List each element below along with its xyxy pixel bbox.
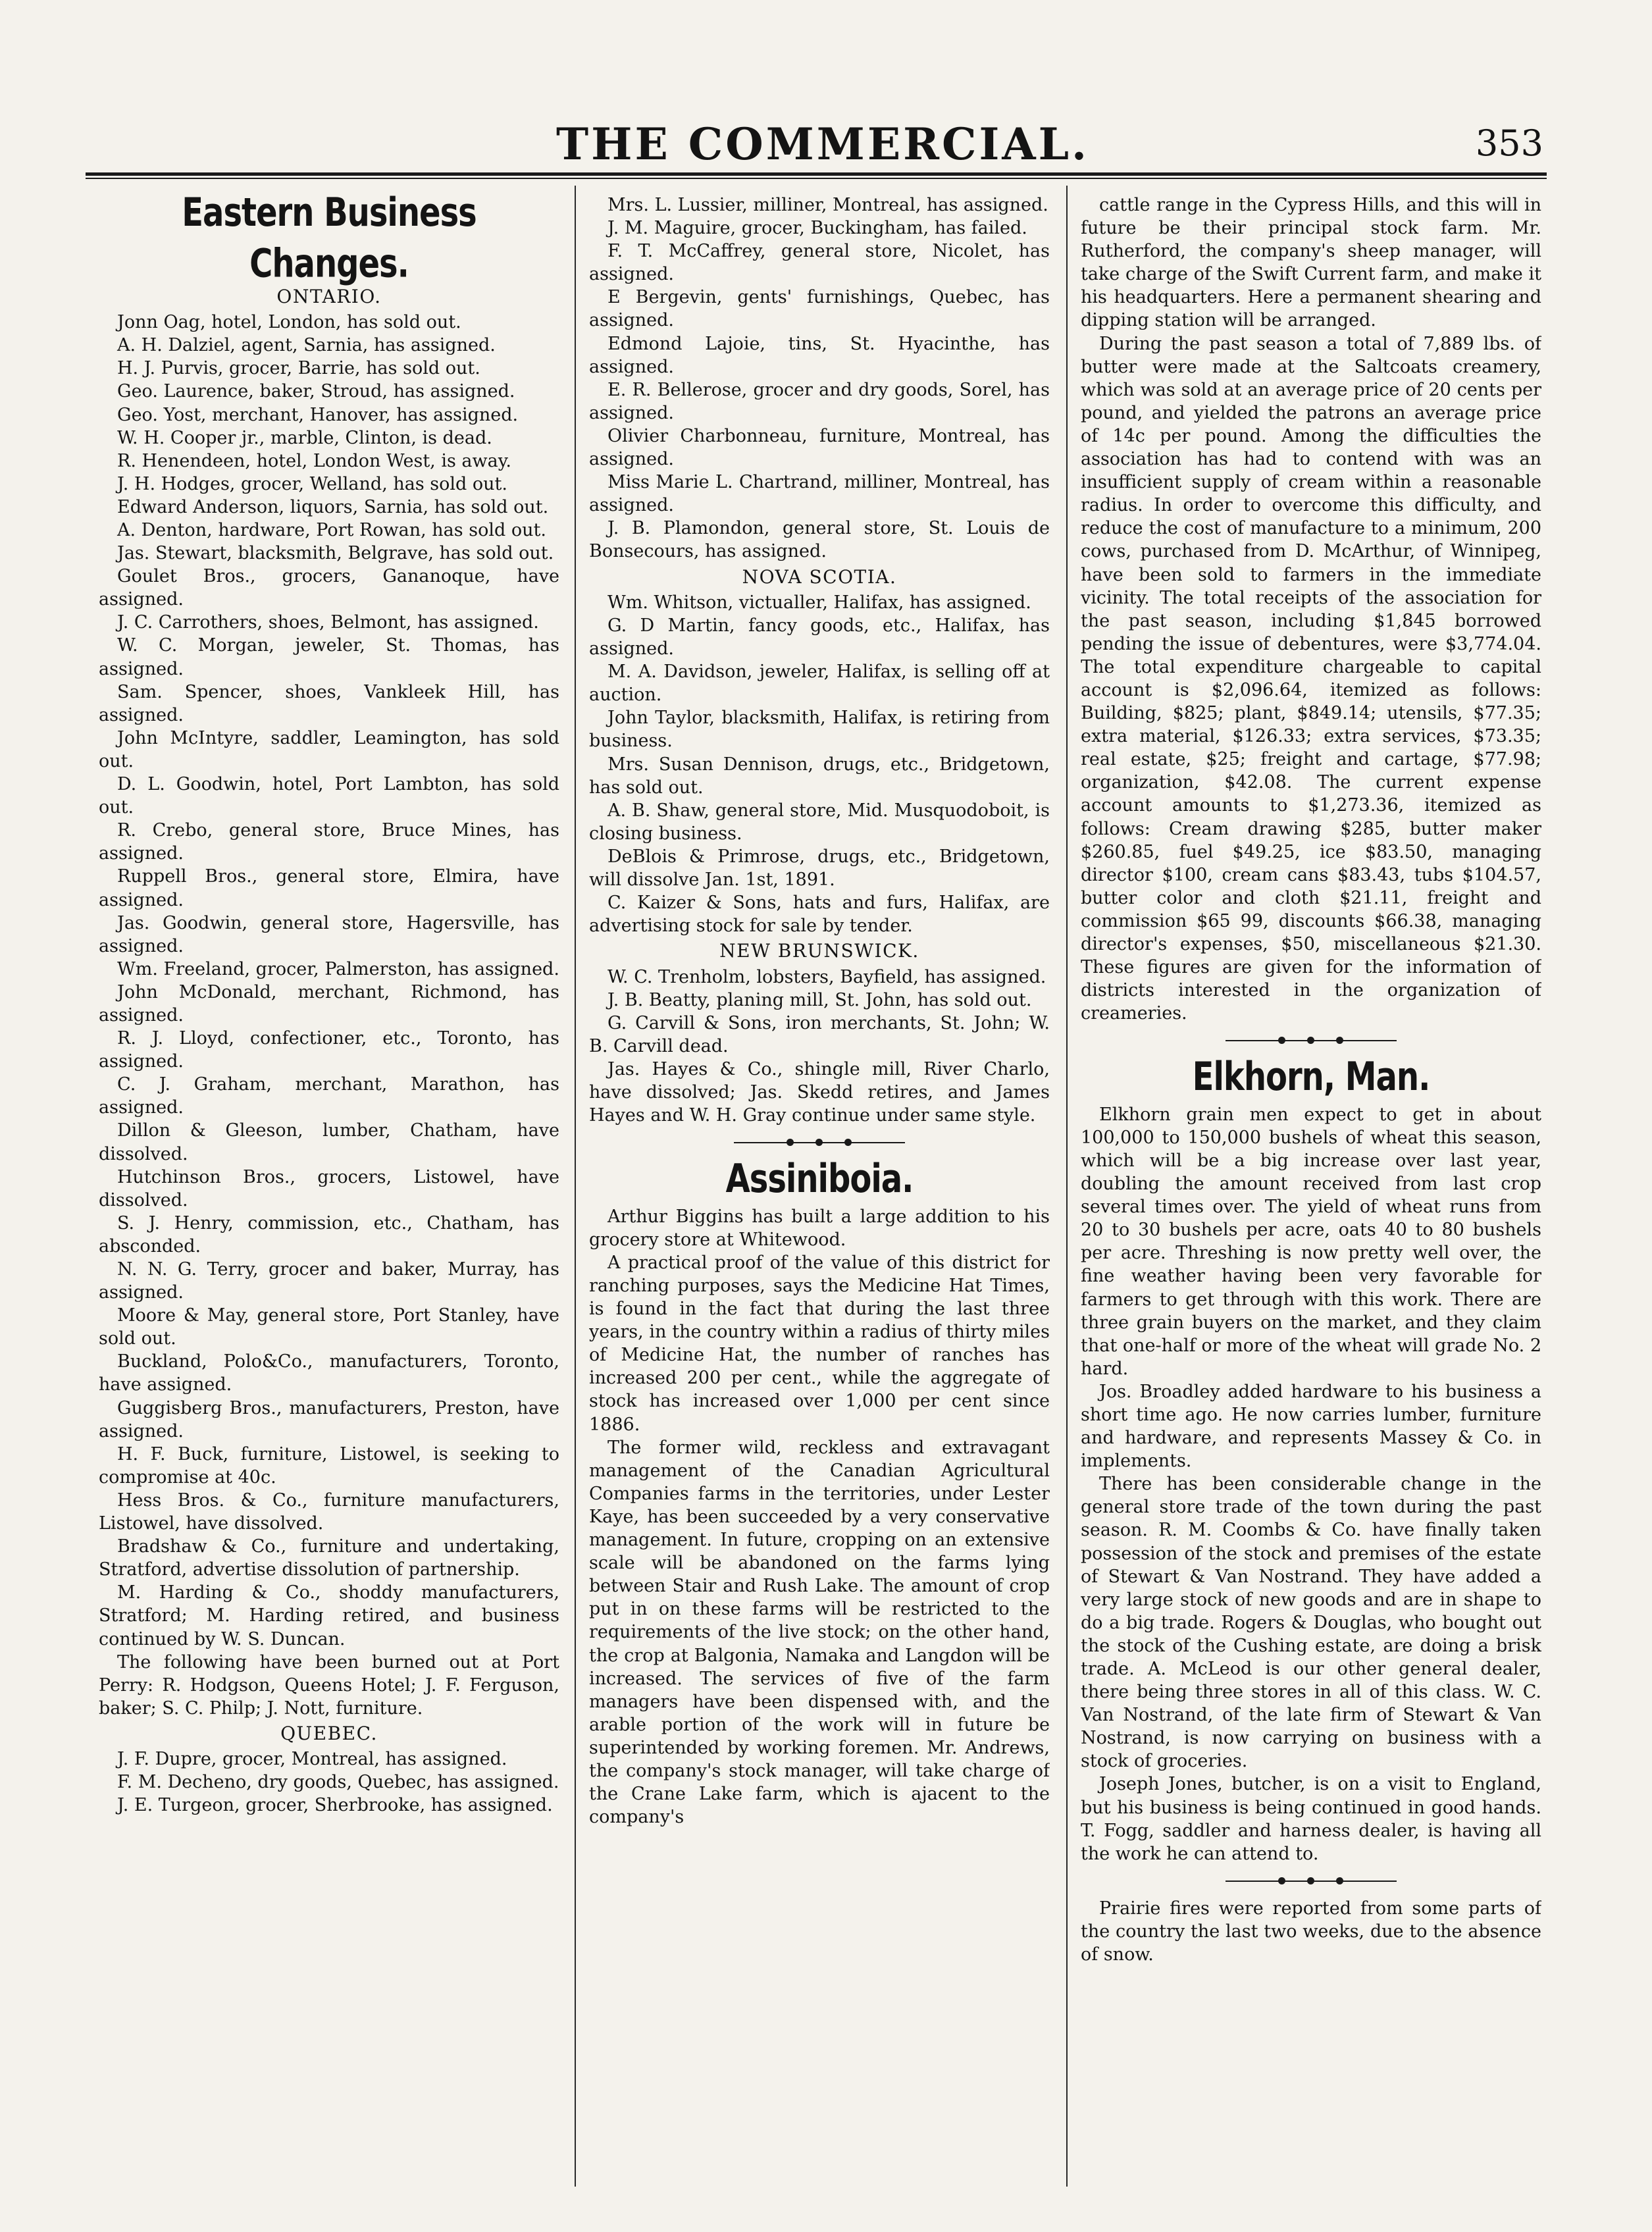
section-heading-elkhorn: Elkhorn, Man. — [1192, 1054, 1430, 1101]
article-paragraph: R. Crebo, general store, Bruce Mines, has assigned. — [99, 820, 559, 864]
ontario-items — [99, 311, 559, 1720]
article-paragraph: J. E. Turgeon, grocer, Sherbrooke, has assigned. — [117, 1795, 553, 1816]
article-paragraph: A practical proof of the value of this district for ranching purposes, says the Medicine Hat Times, is found in the fact that during the last three years, in the country within a radius of thirty miles of Medicine Hat, the number of ranches has increased 200 per cent., while the aggregate of stock has increased over 1,000 per cent since 1886. — [589, 1252, 1050, 1435]
article-paragraph: Dillon & Gleeson, lumber, Chatham, have dissolved. — [99, 1120, 559, 1164]
assiniboia-paragraphs — [589, 1205, 1050, 1829]
masthead-rule-thin — [86, 178, 1547, 179]
province-heading-ontario: ONTARIO. — [276, 285, 382, 307]
province-heading-new-brunswick: NEW BRUNSWICK. — [719, 940, 919, 962]
article-paragraph: C. Kaizer & Sons, hats and furs, Halifax, are advertising stock for sale by tender. — [589, 893, 1050, 937]
masthead-rule — [86, 172, 1547, 176]
article-paragraph: Mrs. Susan Dennison, drugs, etc., Bridgetown, has sold out. — [589, 754, 1050, 798]
ornamental-divider — [734, 1136, 905, 1149]
article-paragraph: Arthur Biggins has built a large addition to his grocery store at Whitewood. — [589, 1206, 1050, 1250]
article-paragraph: Bradshaw & Co., furniture and undertaking, Stratford, advertise dissolution of partnership. — [99, 1536, 559, 1580]
article-paragraph: Elkhorn grain men expect to get in about 100,000 to 150,000 bushels of wheat this season, which will be a big increase over last year, doubling the amount received from last crop several times over. The yield of wheat runs from 20 to 30 bushels per acre, oats 40 to 80 bushels per acre. Threshing is now pretty well over, the fine weather having been very favorable for farmers to get through with this work. There are three grain buyers on the market, and they claim that one-half or more of the wheat will grade No. 2 hard. — [1081, 1104, 1541, 1379]
article-paragraph: N. N. G. Terry, grocer and baker, Murray, has assigned. — [99, 1259, 559, 1303]
article-paragraph: J. H. Hodges, grocer, Welland, has sold out. — [117, 473, 507, 494]
article-paragraph: Jos. Broadley added hardware to his business a short time ago. He now carries lumber, furniture and hardware, and represents Massey & Co. in implements. — [1081, 1381, 1541, 1472]
nova-scotia-items — [589, 591, 1050, 937]
article-paragraph: H. F. Buck, furniture, Listowel, is seeking to compromise at 40c. — [99, 1443, 559, 1488]
column-divider — [1066, 186, 1068, 2187]
article-paragraph: J. F. Dupre, grocer, Montreal, has assigned. — [117, 1749, 507, 1770]
article-paragraph: J. C. Carrothers, shoes, Belmont, has assigned. — [117, 612, 539, 633]
article-paragraph: G. Carvill & Sons, iron merchants, St. John; W. B. Carvill dead. — [589, 1012, 1050, 1056]
article-paragraph: W. C. Morgan, jeweler, St. Thomas, has assigned. — [99, 635, 559, 679]
article-paragraph: Ruppell Bros., general store, Elmira, have assigned. — [99, 866, 559, 910]
article-paragraph: G. D Martin, fancy goods, etc., Halifax, has assigned. — [589, 615, 1050, 660]
masthead — [99, 99, 1547, 171]
article-paragraph: DeBlois & Primrose, drugs, etc., Bridgetown, will dissolve Jan. 1st, 1891. — [589, 846, 1050, 891]
province-heading-quebec: QUEBEC. — [280, 1722, 378, 1744]
article-paragraph: H. J. Purvis, grocer, Barrie, has sold out. — [117, 358, 480, 379]
ornamental-divider — [1226, 1875, 1397, 1888]
article-paragraph: There has been considerable change in the general store trade of the town during the past season. R. M. Coombs & Co. have finally taken possession of the stock and premises of the estate of Stewart & Van Nostrand. They have added a very large stock of new goods and are in shape to do a big trade. Rogers & Douglas, who bought out the stock of the Cushing estate, are doing a brisk trade. A. McLeod is our other general dealer, there being three stores in all of this class. W. C. Van Nostrand, of the late firm of Stewart & Van Nostrand, is now carrying on business with a stock of groceries. — [1081, 1474, 1541, 1772]
article-paragraph: Geo. Yost, merchant, Hanover, has assigned. — [117, 404, 519, 425]
page-number: 353 — [1475, 122, 1543, 164]
article-paragraph: F. M. Decheno, dry goods, Quebec, has assigned. — [117, 1772, 559, 1793]
article-paragraph: M. A. Davidson, jeweler, Halifax, is selling off at auction. — [589, 662, 1050, 706]
article-paragraph: C. J. Graham, merchant, Marathon, has assigned. — [99, 1074, 559, 1118]
article-paragraph: M. Harding & Co., shoddy manufacturers, Stratford; M. Harding retired, and business continued by W. S. Duncan. — [99, 1582, 559, 1649]
article-paragraph: A. B. Shaw, general store, Mid. Musquodoboit, is closing business. — [589, 800, 1050, 844]
article-paragraph: Guggisberg Bros., manufacturers, Preston, have assigned. — [99, 1397, 559, 1441]
article-paragraph: Moore & May, general store, Port Stanley, have sold out. — [99, 1305, 559, 1349]
article-paragraph: Hess Bros. & Co., furniture manufacturers, Listowel, have dissolved. — [99, 1490, 559, 1534]
article-paragraph: Joseph Jones, butcher, is on a visit to England, but his business is being continued in good hands. T. Fogg, saddler and harness dealer, is having all the work he can attend to. — [1081, 1774, 1541, 1864]
article-paragraph: A. Denton, hardware, Port Rowan, has sold out. — [117, 520, 546, 541]
article-paragraph: During the past season a total of 7,889 lbs. of butter were made at the Saltcoats creamery, which was sold at an average price of 20 cents per pound, and yielded the patrons an average price of 14c per pound. Among the difficulties the association has had to contend with was an insufficient supply of cream within a reasonable radius. In order to overcome this difficulty, and reduce the cost of manufacture to a minimum, 200 cows, purchased from D. McArthur, of Winnipeg, have been sold to farmers in the immediate vicinity. The total receipts of the association for the past season, including $1,845 borrowed pending the issue of debentures, were $3,774.04. The total expenditure chargeable to capital account is $2,096.64, itemized as follows: Building, $825; plant, $849.14; utensils, $77.35; extra material, $126.33; extra services, $73.35; real estate, $25; freight and cartage, $77.98; organization, $42.08. The current expense account amounts to $1,273.36, itemized as follows: Cream drawing $285, butter maker $260.85, fuel $49.25, ice $83.50, managing director $100, cream cans $83.43, tubs $104.57, butter color and cloth $21.11, freight and commission $65 99, discounts $66.38, managing director's expenses, $50, miscellaneous $21.30. These figures are given for the information of districts interested in the organization of creameries. — [1081, 333, 1541, 1024]
article-paragraph: D. L. Goodwin, hotel, Port Lambton, has sold out. — [99, 774, 559, 818]
article-paragraph: Jas. Goodwin, general store, Hagersville, has assigned. — [99, 912, 559, 956]
article-paragraph: J. B. Beatty, planing mill, St. John, has sold out. — [607, 989, 1032, 1010]
article-paragraph: Buckland, Polo&Co., manufacturers, Toronto, have assigned. — [99, 1351, 559, 1395]
prairie-fires-paragraphs — [1081, 1897, 1541, 1966]
article-paragraph: cattle range in the Cypress Hills, and this will in future be their principal stock farm. Mr. Rutherford, the company's sheep manager, will take charge of the Swift Current farm, and make it his headquarters. Here a permanent shearing and dipping station will be arranged. — [1081, 195, 1541, 331]
article-paragraph: Geo. Laurence, baker, Stroud, has assigned. — [117, 381, 515, 402]
quebec-items — [99, 1748, 559, 1817]
province-heading-nova-scotia: NOVA SCOTIA. — [742, 565, 897, 588]
article-paragraph: J. B. Plamondon, general store, St. Louis de Bonsecours, has assigned. — [589, 518, 1050, 562]
column-divider — [575, 186, 576, 2187]
article-paragraph: E Bergevin, gents' furnishings, Quebec, has assigned. — [589, 287, 1050, 331]
article-paragraph: Edward Anderson, liquors, Sarnia, has sold out. — [117, 496, 549, 517]
article-paragraph: John McIntyre, saddler, Leamington, has sold out. — [99, 727, 559, 771]
quebec-continued-items — [589, 194, 1050, 563]
article-paragraph: The former wild, reckless and extravagant management of the Canadian Agricultural Companies farms in the territories, under Lester Kaye, has been succeeded by a very conservative management. In future, cropping on an extensive scale will be abandoned on the farms lying between Stair and Rush Lake. The amount of crop put in on these farms will be restricted to the requirements of the live stock; on the other hand, the crop at Balgonia, Namaka and Langdon will be increased. The services of five of the farm managers have been dispensed with, and the arable portion of the work will in future be superintended by working foremen. Mr. Andrews, the company's stock manager, will take charge of the Crane Lake farm, which is ajacent to the company's — [589, 1437, 1050, 1828]
article-paragraph: John McDonald, merchant, Richmond, has assigned. — [99, 981, 559, 1025]
article-paragraph: Jonn Oag, hotel, London, has sold out. — [117, 312, 461, 333]
article-paragraph: A. H. Dalziel, agent, Sarnia, has assigned. — [117, 335, 496, 356]
article-paragraph: Miss Marie L. Chartrand, milliner, Montreal, has assigned. — [589, 472, 1050, 516]
section-heading-eastern-business-changes: Eastern Business Changes. — [182, 194, 477, 288]
article-paragraph: The following have been burned out at Port Perry: R. Hodgson, Queens Hotel; J. F. Ferguson, baker; S. C. Philp; J. Nott, furniture. — [99, 1651, 559, 1719]
article-paragraph: Prairie fires were reported from some parts of the country the last two weeks, due to the absence of snow. — [1081, 1898, 1541, 1965]
article-paragraph: R. Henendeen, hotel, London West, is away. — [117, 450, 511, 471]
assiniboia-continued-paragraphs — [1081, 194, 1541, 1025]
article-paragraph: Olivier Charbonneau, furniture, Montreal, has assigned. — [589, 425, 1050, 470]
ornamental-divider — [1226, 1034, 1397, 1047]
article-paragraph: Hutchinson Bros., grocers, Listowel, have dissolved. — [99, 1166, 559, 1210]
article-paragraph: Wm. Whitson, victualler, Halifax, has assigned. — [607, 592, 1031, 613]
section-heading-assiniboia: Assiniboia. — [725, 1156, 914, 1203]
article-paragraph: S. J. Henry, commission, etc., Chatham, has absconded. — [99, 1212, 559, 1257]
article-paragraph: W. H. Cooper jr., marble, Clinton, is dead. — [117, 427, 492, 448]
article-paragraph: Goulet Bros., grocers, Gananoque, have assigned. — [99, 566, 559, 610]
article-paragraph: John Taylor, blacksmith, Halifax, is retiring from business. — [589, 708, 1050, 752]
article-paragraph: F. T. McCaffrey, general store, Nicolet, has assigned. — [589, 241, 1050, 285]
article-paragraph: Jas. Hayes & Co., shingle mill, River Charlo, have dissolved; Jas. Skedd retires, and James Hayes and W. H. Gray continue under same style. — [589, 1059, 1050, 1126]
article-paragraph: Edmond Lajoie, tins, St. Hyacinthe, has assigned. — [589, 333, 1050, 377]
article-paragraph: R. J. Lloyd, confectioner, etc., Toronto, has assigned. — [99, 1028, 559, 1072]
elkhorn-paragraphs — [1081, 1103, 1541, 1865]
article-paragraph: E. R. Bellerose, grocer and dry goods, Sorel, has assigned. — [589, 379, 1050, 423]
column-1 — [99, 194, 559, 2201]
article-paragraph: W. C. Trenholm, lobsters, Bayfield, has assigned. — [607, 966, 1046, 987]
article-paragraph: Wm. Freeland, grocer, Palmerston, has assigned. — [117, 958, 559, 979]
new-brunswick-items — [589, 966, 1050, 1128]
column-2 — [589, 194, 1050, 2201]
article-paragraph: Sam. Spencer, shoes, Vankleek Hill, has assigned. — [99, 681, 559, 725]
article-paragraph: Mrs. L. Lussier, milliner, Montreal, has assigned. — [607, 195, 1048, 215]
article-paragraph: Jas. Stewart, blacksmith, Belgrave, has sold out. — [117, 543, 554, 564]
article-paragraph: J. M. Maguire, grocer, Buckingham, has failed. — [607, 218, 1027, 239]
masthead-title: THE COMMERCIAL. — [555, 118, 1090, 170]
column-3 — [1081, 194, 1541, 2201]
